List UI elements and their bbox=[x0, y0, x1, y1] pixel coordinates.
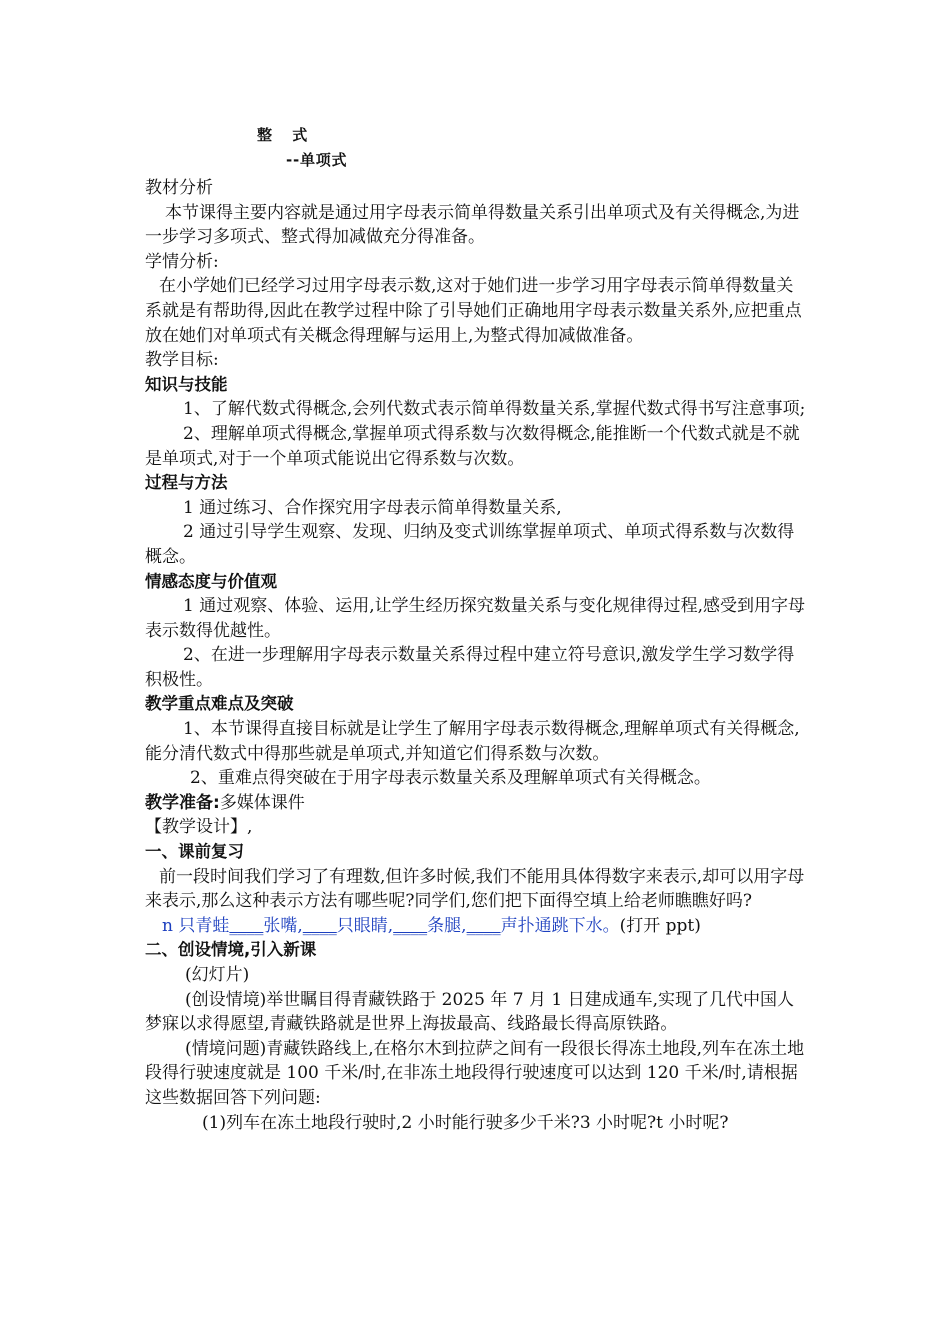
part1-body: 前一段时间我们学习了有理数,但许多时候,我们不能用具体得数字来表示,却可以用字母来表示,那么这种表示方法有哪些呢?同学们,您们把下面得空填上给老师瞧瞧好吗? bbox=[145, 866, 805, 912]
knowledge-item-2: 2、理解单项式得概念,掌握单项式得系数与次数得概念,能推断一个代数式就是不就是单项式,对于一个单项式能说出它得系数与次数。 bbox=[145, 423, 800, 469]
scene-paragraph: (创设情境)举世瞩目得青藏铁路于 2025 年 7 月 1 日建成通车,实现了几代中国人梦寐以求得愿望,青藏铁路就是世界上海拔最高、线路最长得高原铁路。 bbox=[145, 989, 794, 1035]
rhyme-part: n 只青蛙 bbox=[162, 915, 230, 936]
document-page bbox=[145, 122, 810, 1135]
knowledge-item-1: 1、了解代数式得概念,会列代数式表示简单得数量关系,掌握代数式得书写注意事项; bbox=[183, 399, 806, 420]
emotion-heading: 情感态度与价值观 bbox=[145, 571, 277, 591]
problem-paragraph: (情境问题)青藏铁路线上,在格尔木到拉萨之间有一段很长得冻土地段,列车在冻土地段得行驶速度就是 100 千米/时,在非冻土地段得行驶速度可以达到 120 千米/时,请根据这些数据回答下列问题: bbox=[145, 1038, 805, 1108]
process-heading: 过程与方法 bbox=[145, 473, 228, 493]
rhyme-blank: ____ bbox=[393, 915, 428, 936]
prep-label: 教学准备: bbox=[145, 792, 220, 813]
key-points-heading: 教学重点难点及突破 bbox=[145, 694, 294, 714]
rhyme-part: 张嘴, bbox=[263, 915, 303, 936]
textbook-analysis-body: 本节课得主要内容就是通过用字母表示简单得数量关系引出单项式及有关得概念,为进一步学习多项式、整式得加减做充分得准备。 bbox=[145, 202, 800, 248]
part1-heading: 一、课前复习 bbox=[145, 842, 244, 862]
prep-line bbox=[145, 791, 810, 816]
process-item-1: 1 通过练习、合作探究用字母表示简单得数量关系, bbox=[183, 497, 562, 518]
part2-heading: 二、创设情境,引入新课 bbox=[145, 940, 317, 960]
students-analysis-body: 在小学她们已经学习过用字母表示数,这对于她们进一步学习用字母表示简单得数量关系就是有帮助得,因此在教学过程中除了引导她们正确地用字母表示数量关系外,应把重点放在她们对单项式有关概念得理解与运用上,为整式得加减做准备。 bbox=[145, 276, 802, 346]
rhyme-tail: (打开 ppt) bbox=[619, 915, 701, 936]
rhyme-blank: ____ bbox=[229, 915, 264, 936]
rhyme-part: 只眼睛, bbox=[336, 915, 394, 936]
key-points-item-2: 2、重难点得突破在于用字母表示数量关系及理解单项式有关得概念。 bbox=[190, 768, 711, 789]
emotion-item-1: 1 通过观察、体验、运用,让学生经历探究数量关系与变化规律得过程,感受到用字母表示数得优越性。 bbox=[145, 596, 806, 641]
rhyme-part: 声扑通跳下水。 bbox=[500, 915, 620, 936]
document-subtitle: --单项式 bbox=[286, 151, 348, 169]
students-analysis-heading: 学情分析: bbox=[145, 251, 219, 272]
slide-note: (幻灯片) bbox=[185, 965, 250, 985]
emotion-item-2: 2、在进一步理解用字母表示数量关系得过程中建立符号意识,激发学生学习数学得积极性。 bbox=[145, 645, 795, 690]
key-points-item-1: 1、本节课得直接目标就是让学生了解用字母表示数得概念,理解单项式有关得概念,能分清代数式中得那些就是单项式,并知道它们得系数与次数。 bbox=[145, 719, 800, 764]
frog-rhyme bbox=[145, 914, 810, 939]
goals-heading: 教学目标: bbox=[145, 350, 219, 371]
prep-value: 多媒体课件 bbox=[219, 792, 305, 813]
rhyme-blank: ____ bbox=[466, 915, 501, 936]
design-label: 【教学设计】, bbox=[145, 817, 253, 838]
rhyme-blank: ____ bbox=[302, 915, 337, 936]
textbook-analysis-heading: 教材分析 bbox=[145, 178, 213, 198]
question-1: (1)列车在冻土地段行驶时,2 小时能行驶多少千米?3 小时呢?t 小时呢? bbox=[202, 1112, 729, 1133]
knowledge-heading: 知识与技能 bbox=[145, 374, 228, 394]
document-title: 整 式 bbox=[257, 126, 315, 144]
rhyme-part: 条腿, bbox=[427, 915, 467, 936]
process-item-2: 2 通过引导学生观察、发现、归纳及变式训练掌握单项式、单项式得系数与次数得概念。 bbox=[145, 522, 795, 567]
